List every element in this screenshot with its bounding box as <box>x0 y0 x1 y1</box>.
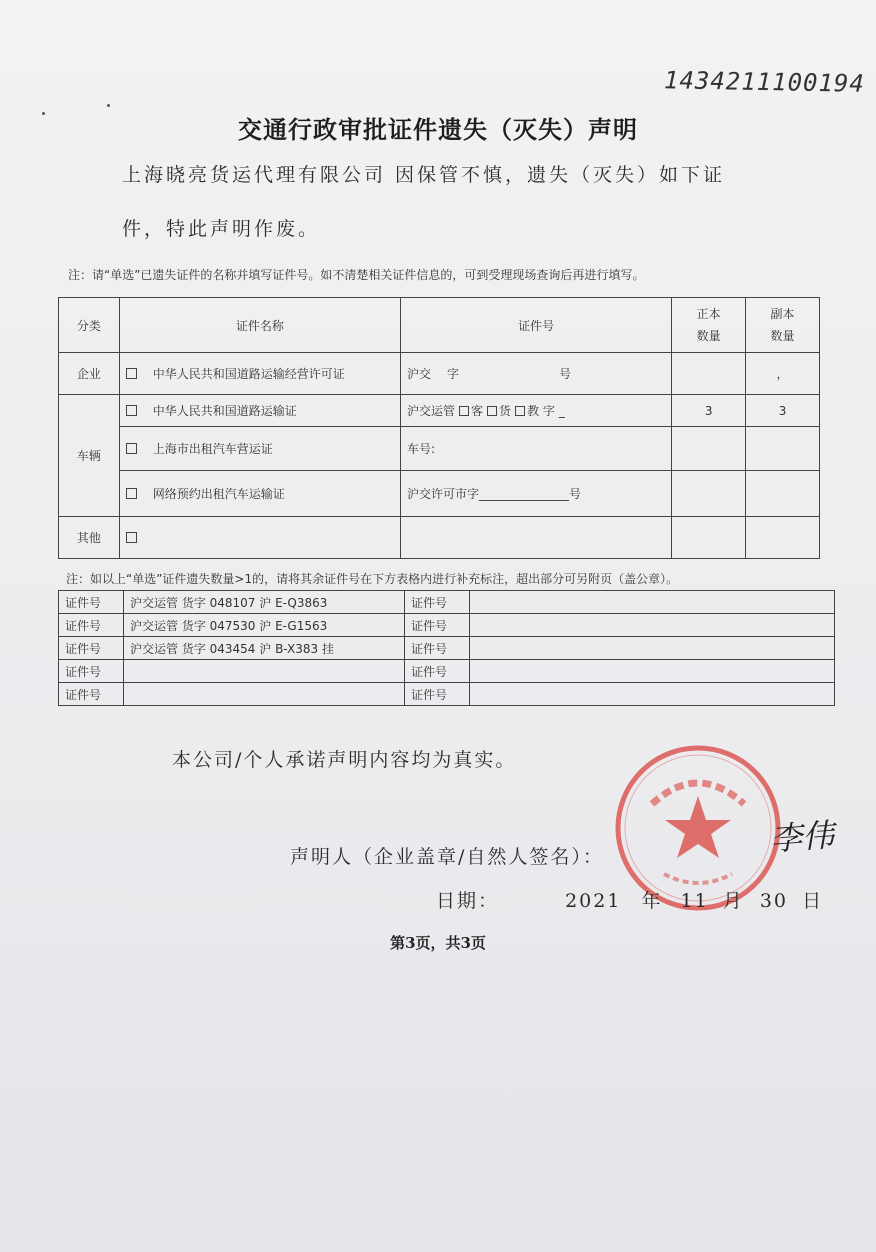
note-top: 注：请“单选”已遗失证件的名称并填写证件号。如不清楚相关证件信息的，可到受理现场查询后再进行填写。 <box>68 268 645 282</box>
note-bottom: 注：如以上“单选”证件遗失数量>1的，请将其余证件号在下方表格内进行补充标注，超出部分可另附页（盖公章）。 <box>66 572 679 586</box>
page-number: 第3页，共3页 <box>390 934 486 952</box>
vehicle-no1-cell <box>401 395 672 427</box>
date-month-unit: 月 <box>722 890 744 912</box>
extra-label-2: 证件号 <box>405 614 470 637</box>
extra-label: 证件号 <box>59 591 124 614</box>
table-header-row <box>59 298 820 353</box>
date-line <box>436 886 823 913</box>
header-copy-qty-line2: 数量 <box>770 329 795 343</box>
vehicle-copy-qty: 3 <box>746 395 820 427</box>
date-year-unit: 年 <box>641 890 663 912</box>
header-original-qty-line1: 正本 <box>696 307 721 321</box>
extra-value-2 <box>470 591 835 614</box>
extra-value <box>124 683 405 706</box>
date-month: 11 <box>680 890 709 912</box>
vehicle-cert1-name: 中华人民共和国道路运输证 <box>152 404 297 418</box>
table-row-vehicle-1 <box>59 395 820 427</box>
speck <box>107 104 110 107</box>
statement-line-1: 上海晓亮货运代理有限公司 因保管不慎，遗失（灭失）如下证 <box>122 164 726 186</box>
category-other: 其他 <box>59 517 120 559</box>
option-tail: 字 _ <box>542 404 565 418</box>
vehicle-no3-cell: 沪交许可市字_______________号 <box>401 471 672 517</box>
table-row <box>59 614 835 637</box>
enterprise-no-cell <box>401 353 672 395</box>
extra-label-2: 证件号 <box>405 637 470 660</box>
vehicle-cert2-name: 上海市出租汽车营运证 <box>152 442 273 456</box>
checkbox[interactable] <box>126 532 137 543</box>
table-row <box>59 591 835 614</box>
checkbox[interactable] <box>487 406 497 416</box>
table-row-vehicle-2 <box>59 427 820 471</box>
declarant-label: 声明人（企业盖章/自然人签名）： <box>290 846 604 868</box>
extra-label: 证件号 <box>59 637 124 660</box>
category-vehicle: 车辆 <box>59 395 120 517</box>
header-original-qty-line2: 数量 <box>696 329 721 343</box>
vehicle2-copy-qty <box>746 427 820 471</box>
extra-label: 证件号 <box>59 660 124 683</box>
extra-label: 证件号 <box>59 683 124 706</box>
extra-label-2: 证件号 <box>405 660 470 683</box>
date-label: 日期： <box>436 890 500 912</box>
table-row-vehicle-3 <box>59 471 820 517</box>
date-day: 30 <box>759 890 789 912</box>
vehicle-cert3-cell <box>119 471 400 517</box>
table-row-other <box>59 517 820 559</box>
extra-value-2 <box>470 614 835 637</box>
enterprise-orig-qty <box>672 353 746 395</box>
extra-cert-table <box>58 590 835 706</box>
option-passenger: 客 <box>471 404 484 418</box>
statement-line-2: 件，特此声明作废。 <box>122 218 321 240</box>
extra-label-2: 证件号 <box>405 683 470 706</box>
other-no-cell <box>401 517 672 559</box>
extra-value-2 <box>470 660 835 683</box>
other-copy-qty <box>746 517 820 559</box>
enterprise-no-hao: 号 <box>559 367 572 381</box>
vehicle3-copy-qty <box>746 471 820 517</box>
certificate-table <box>58 297 820 559</box>
vehicle-no2-cell: 车号: <box>401 427 672 471</box>
category-enterprise: 企业 <box>59 353 120 395</box>
checkbox[interactable] <box>459 406 469 416</box>
handwritten-number: 1434211100194 <box>663 66 866 98</box>
header-original-qty <box>672 298 746 353</box>
table-row <box>59 660 835 683</box>
extra-label-2: 证件号 <box>405 591 470 614</box>
date-day-unit: 日 <box>802 890 824 912</box>
header-copy-qty <box>746 298 820 353</box>
other-orig-qty <box>672 517 746 559</box>
extra-value: 沪交运管 货字 043454 沪 B-X383 挂 <box>124 637 405 660</box>
option-teach: 教 <box>527 404 540 418</box>
document-title: 交通行政审批证件遗失（灭失）声明 <box>238 115 638 144</box>
header-copy-qty-line1: 副本 <box>770 307 795 321</box>
vehicle-cert3-name: 网络预约出租汽车运输证 <box>152 487 285 501</box>
vehicle-cert1-cell <box>119 395 400 427</box>
enterprise-copy-qty: ， <box>746 353 820 395</box>
header-cert-no: 证件号 <box>401 298 672 353</box>
checkbox[interactable] <box>515 406 525 416</box>
extra-value: 沪交运管 货字 047530 沪 E-G1563 <box>124 614 405 637</box>
vehicle-cert2-cell <box>119 427 400 471</box>
table-row <box>59 683 835 706</box>
extra-value: 沪交运管 货字 048107 沪 E-Q3863 <box>124 591 405 614</box>
extra-value-2 <box>470 637 835 660</box>
enterprise-cert-name: 中华人民共和国道路运输经营许可证 <box>152 367 345 381</box>
header-category: 分类 <box>59 298 120 353</box>
enterprise-cert-cell <box>119 353 400 395</box>
vehicle-no1-prefix: 沪交运管 <box>407 404 456 418</box>
vehicle3-orig-qty <box>672 471 746 517</box>
signature: 李伟 <box>768 815 836 859</box>
extra-label: 证件号 <box>59 614 124 637</box>
checkbox[interactable] <box>126 443 137 454</box>
extra-value <box>124 660 405 683</box>
other-cert-cell <box>119 517 400 559</box>
date-year: 2021 <box>565 890 622 912</box>
table-row-enterprise <box>59 353 820 395</box>
enterprise-no-prefix: 沪交 <box>407 367 432 381</box>
checkbox[interactable] <box>126 368 137 379</box>
vehicle-orig-qty: 3 <box>672 395 746 427</box>
header-cert-name: 证件名称 <box>119 298 400 353</box>
enterprise-no-zi: 字 <box>447 367 460 381</box>
vehicle2-orig-qty <box>672 427 746 471</box>
checkbox[interactable] <box>126 405 137 416</box>
option-freight: 货 <box>499 404 512 418</box>
promise-text: 本公司/个人承诺声明内容均为真实。 <box>172 749 517 771</box>
checkbox[interactable] <box>126 488 137 499</box>
table-row <box>59 637 835 660</box>
extra-value-2 <box>470 683 835 706</box>
